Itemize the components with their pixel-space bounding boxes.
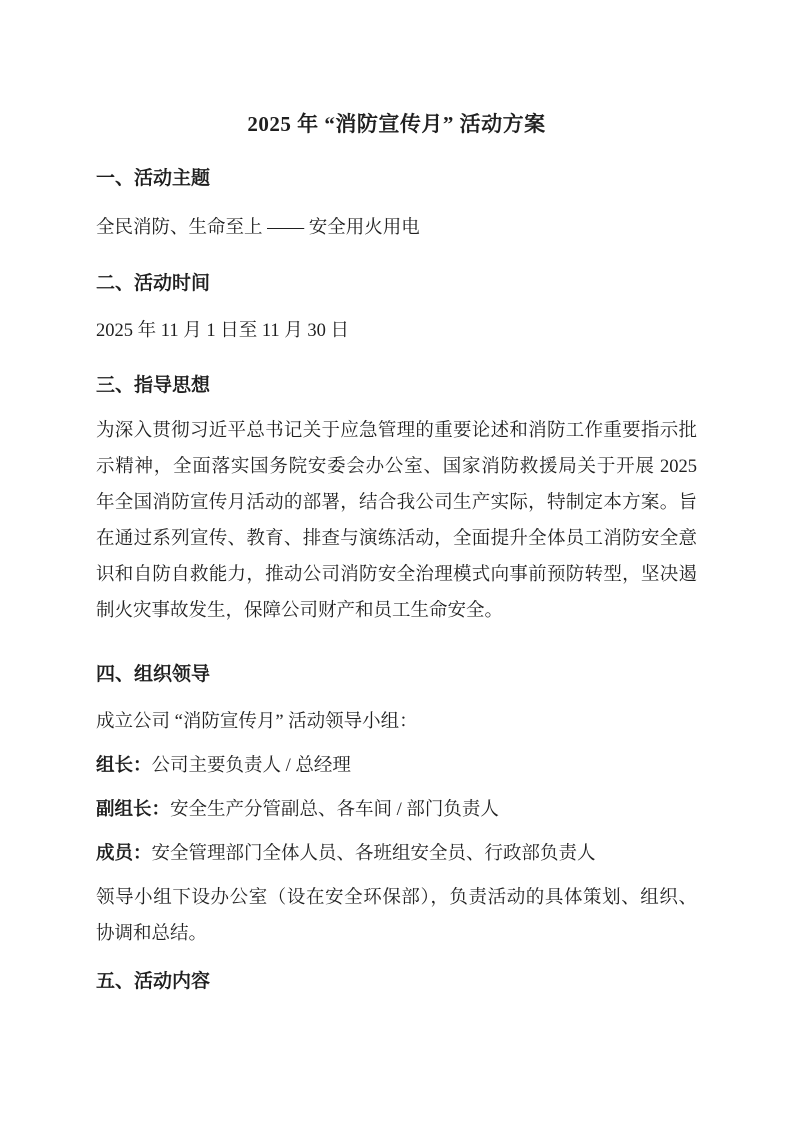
- paragraph-line: 领导小组下设办公室（设在安全环保部），负责活动的具体策划、组织、: [96, 888, 697, 908]
- paragraph-line: 识和自防自救能力，推动公司消防安全治理模式向事前预防转型，坚决遏: [96, 565, 697, 585]
- role-label: 组长：: [96, 756, 152, 776]
- section-heading-activity-content: 五、活动内容: [96, 971, 211, 992]
- paragraph-line: 示精神，全面落实国务院安委会办公室、国家消防救援局关于开展 2025: [96, 457, 697, 477]
- document-title: 2025 年 “消防宣传月” 活动方案: [247, 112, 546, 136]
- paragraph-line: 制火灾事故发生，保障公司财产和员工生命安全。: [96, 601, 504, 621]
- leading-group-intro: 成立公司 “消防宣传月” 活动领导小组：: [96, 712, 418, 732]
- role-text: 公司主要负责人 / 总经理: [151, 756, 351, 776]
- paragraph-line: 为深入贯彻习近平总书记关于应急管理的重要论述和消防工作重要指示批: [96, 421, 697, 441]
- office-paragraph: [96, 880, 697, 952]
- role-line-deputy-leader: [96, 792, 697, 828]
- section-heading-activity-time: 二、活动时间: [96, 273, 211, 294]
- role-line-members: [96, 836, 697, 872]
- section-heading-activity-theme: 一、活动主题: [96, 168, 211, 189]
- guiding-thought-paragraph: [96, 413, 697, 629]
- activity-time-text: 2025 年 11 月 1 日至 11 月 30 日: [96, 321, 350, 341]
- activity-theme-text: 全民消防、生命至上 —— 安全用火用电: [96, 218, 420, 238]
- paragraph-line: 协调和总结。: [96, 924, 208, 944]
- role-label: 副组长：: [96, 800, 171, 820]
- role-label: 成员：: [96, 844, 152, 864]
- section-heading-organization: 四、组织领导: [96, 664, 211, 685]
- role-text: 安全生产分管副总、各车间 / 部门负责人: [170, 800, 499, 820]
- role-text: 安全管理部门全体人员、各班组安全员、行政部负责人: [151, 844, 596, 864]
- section-heading-guiding-thought: 三、指导思想: [96, 375, 211, 396]
- paragraph-line: 在通过系列宣传、教育、排查与演练活动，全面提升全体员工消防安全意: [96, 529, 697, 549]
- role-line-leader: [96, 748, 697, 784]
- paragraph-line: 年全国消防宣传月活动的部署，结合我公司生产实际，特制定本方案。旨: [96, 493, 697, 513]
